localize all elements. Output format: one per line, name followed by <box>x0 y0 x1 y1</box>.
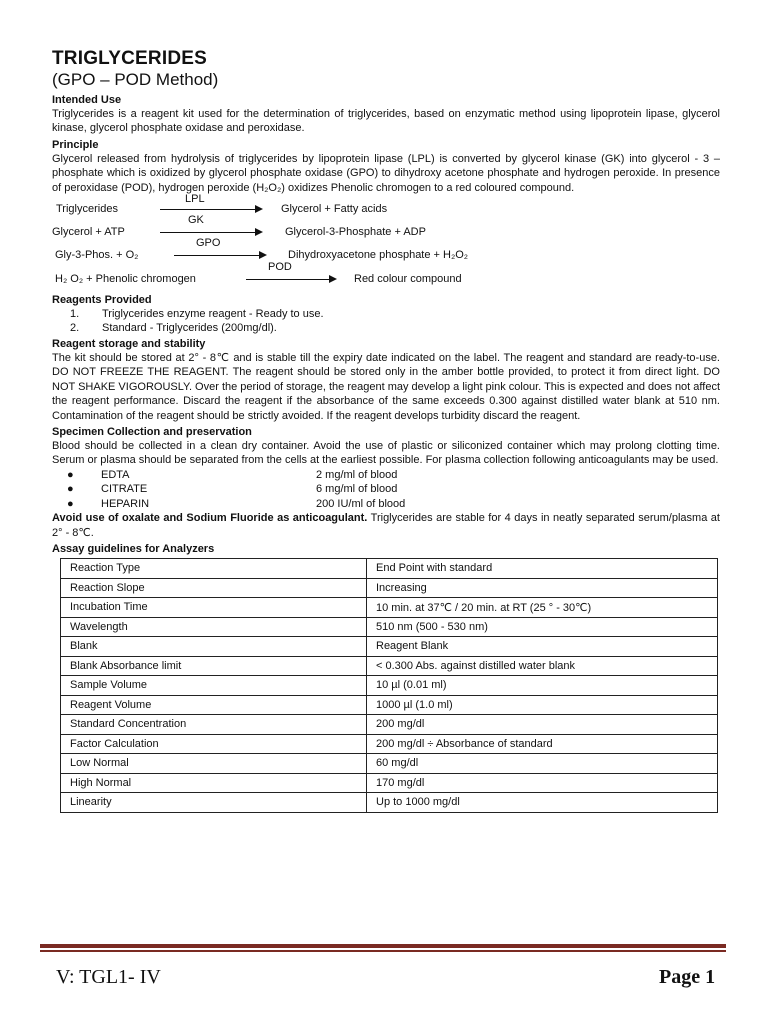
principle-text: Glycerol released from hydrolysis of triglycerides by lipoprotein lipase (LPL) is converted by glycerol kinase (GK) into glycerol - 3 – phosphate which is oxidized by glycerol phosphate oxidase (GPO) to dihydroxy acetone phosphate and hydrogen peroxide. In presence of peroxidase (POD), hydrogen peroxide (H₂O₂) oxidizes Phenolic chromogen to a red coloured compound. <box>52 152 720 194</box>
anticoagulant-name: CITRATE <box>101 483 148 496</box>
reaction-4-right: Red colour compound <box>354 273 462 286</box>
doc-subtitle: (GPO – POD Method) <box>52 70 219 89</box>
list-number: 2. <box>70 322 80 335</box>
value-cell: Reagent Blank <box>367 637 718 657</box>
parameter-cell: Factor Calculation <box>61 734 367 754</box>
parameter-cell: Sample Volume <box>61 676 367 696</box>
reaction-scheme <box>52 195 720 291</box>
specimen-heading: Specimen Collection and preservation <box>52 426 252 439</box>
value-cell: 1000 µl (1.0 ml) <box>367 695 718 715</box>
reaction-3-arrow <box>174 255 260 256</box>
bullet-icon: ● <box>67 468 74 481</box>
anticoagulant-name: HEPARIN <box>101 497 150 510</box>
page-number: Page 1 <box>659 966 716 988</box>
document-page <box>52 48 720 813</box>
reaction-1-left: Triglycerides <box>56 203 118 216</box>
reaction-4-enzyme: POD <box>268 261 292 274</box>
table-row <box>61 715 718 735</box>
reaction-2-arrow <box>160 232 256 233</box>
value-cell: 10 min. at 37℃ / 20 min. at RT (25 ° - 30℃) <box>367 598 718 618</box>
version-label: V: TGL1- IV <box>56 966 161 988</box>
parameter-cell: Linearity <box>61 793 367 813</box>
table-row <box>61 695 718 715</box>
table-row <box>61 656 718 676</box>
reaction-3-right: Dihydroxyacetone phosphate + H₂O₂ <box>288 249 469 262</box>
reagents-list <box>52 307 720 335</box>
anticoagulant-amount: 2 mg/ml of blood <box>316 468 398 481</box>
parameter-cell: Incubation Time <box>61 598 367 618</box>
table-row <box>61 793 718 813</box>
reaction-3-left: Gly-3-Phos. + O₂ <box>55 249 139 262</box>
anticoagulant-amount: 200 IU/ml of blood <box>316 497 406 510</box>
value-cell: Increasing <box>367 578 718 598</box>
table-row <box>61 578 718 598</box>
footer-rule <box>40 944 726 948</box>
reaction-3-enzyme: GPO <box>196 237 221 250</box>
parameter-cell: Blank Absorbance limit <box>61 656 367 676</box>
specimen-text: Blood should be collected in a clean dry container. Avoid the use of plastic or siliconized container which may prolong clotting time. Serum or plasma should be separated from the cells at the earliest possible. For plasma collection following anticoagulants may be used. <box>52 440 720 467</box>
table-row <box>61 734 718 754</box>
intended-use-heading: Intended Use <box>52 94 122 106</box>
reaction-1-right: Glycerol + Fatty acids <box>281 203 388 216</box>
anticoagulant-amount: 6 mg/ml of blood <box>316 483 398 496</box>
list-text: Standard - Triglycerides (200mg/dl). <box>102 322 277 335</box>
reaction-4-left: H₂ O₂ + Phenolic chromogen <box>55 273 196 286</box>
intended-use-text: Triglycerides is a reagent kit used for the determination of triglycerides, based on enzymatic method using lipoprotein lipase, glycerol kinase, glycerol phosphate oxidase and peroxidase. <box>52 108 720 135</box>
value-cell: 60 mg/dl <box>367 754 718 774</box>
reaction-2-right: Glycerol-3-Phosphate + ADP <box>285 226 426 239</box>
footer-rule-thin <box>40 950 726 952</box>
reaction-2-left: Glycerol + ATP <box>52 226 125 239</box>
anticoagulant-name: EDTA <box>101 468 130 481</box>
parameter-cell: Wavelength <box>61 617 367 637</box>
value-cell: 510 nm (500 - 530 nm) <box>367 617 718 637</box>
storage-text: The kit should be stored at 2° - 8℃ and is stable till the expiry date indicated on the label. The reagent and standard are ready-to-use. DO NOT FREEZE THE REAGENT. The reagent should be stored only in the amber bottle provided, to protect it from direct light. DO NOT SHAKE VIGOROUSLY. Over the period of storage, the reagent may develop a light pink colour. This is expected and does not affect the reagent performance. Discard the reagent if the absorbance of the same exceeds 0.300 against distilled water blank at 510 nm. Contamination of the reagent should be strictly avoided. If the reagent develops turbidity discard the reagent. <box>52 352 720 422</box>
list-text: Triglycerides enzyme reagent - Ready to use. <box>102 308 324 321</box>
storage-heading: Reagent storage and stability <box>52 338 206 351</box>
bullet-icon: ● <box>67 483 74 496</box>
value-cell: 200 mg/dl ÷ Absorbance of standard <box>367 734 718 754</box>
parameter-cell: High Normal <box>61 773 367 793</box>
list-item <box>52 307 720 321</box>
table-row <box>61 559 718 579</box>
table-row <box>61 598 718 618</box>
specimen-note-text: Triglycerides are stable for 4 days in neatly separated serum/plasma at 2° - 8℃. <box>52 512 720 539</box>
reaction-1-enzyme: LPL <box>185 193 205 206</box>
parameter-cell: Reaction Type <box>61 559 367 579</box>
value-cell: 170 mg/dl <box>367 773 718 793</box>
assay-table <box>60 558 718 813</box>
list-item <box>52 497 720 512</box>
anticoagulant-list <box>52 468 720 512</box>
table-row <box>61 617 718 637</box>
parameter-cell: Blank <box>61 637 367 657</box>
table-row <box>61 754 718 774</box>
specimen-note <box>52 511 720 540</box>
assay-heading: Assay guidelines for Analyzers <box>52 543 215 556</box>
table-row <box>61 637 718 657</box>
reaction-1-arrow <box>160 209 256 210</box>
parameter-cell: Reagent Volume <box>61 695 367 715</box>
value-cell: End Point with standard <box>367 559 718 579</box>
value-cell: 200 mg/dl <box>367 715 718 735</box>
value-cell: < 0.300 Abs. against distilled water blank <box>367 656 718 676</box>
parameter-cell: Reaction Slope <box>61 578 367 598</box>
reagents-heading: Reagents Provided <box>52 294 152 307</box>
principle-heading: Principle <box>52 138 99 151</box>
reaction-2-enzyme: GK <box>188 214 204 227</box>
table-row <box>61 676 718 696</box>
reaction-4-arrow <box>246 279 330 280</box>
parameter-cell: Low Normal <box>61 754 367 774</box>
list-number: 1. <box>70 308 80 321</box>
list-item <box>52 321 720 335</box>
doc-title: TRIGLYCERIDES <box>52 48 207 69</box>
value-cell: 10 µl (0.01 ml) <box>367 676 718 696</box>
bullet-icon: ● <box>67 497 74 510</box>
table-row <box>61 773 718 793</box>
list-item <box>52 468 720 483</box>
value-cell: Up to 1000 mg/dl <box>367 793 718 813</box>
specimen-note-bold: Avoid use of oxalate and Sodium Fluoride as anticoagulant. <box>52 512 368 525</box>
list-item <box>52 482 720 497</box>
parameter-cell: Standard Concentration <box>61 715 367 735</box>
